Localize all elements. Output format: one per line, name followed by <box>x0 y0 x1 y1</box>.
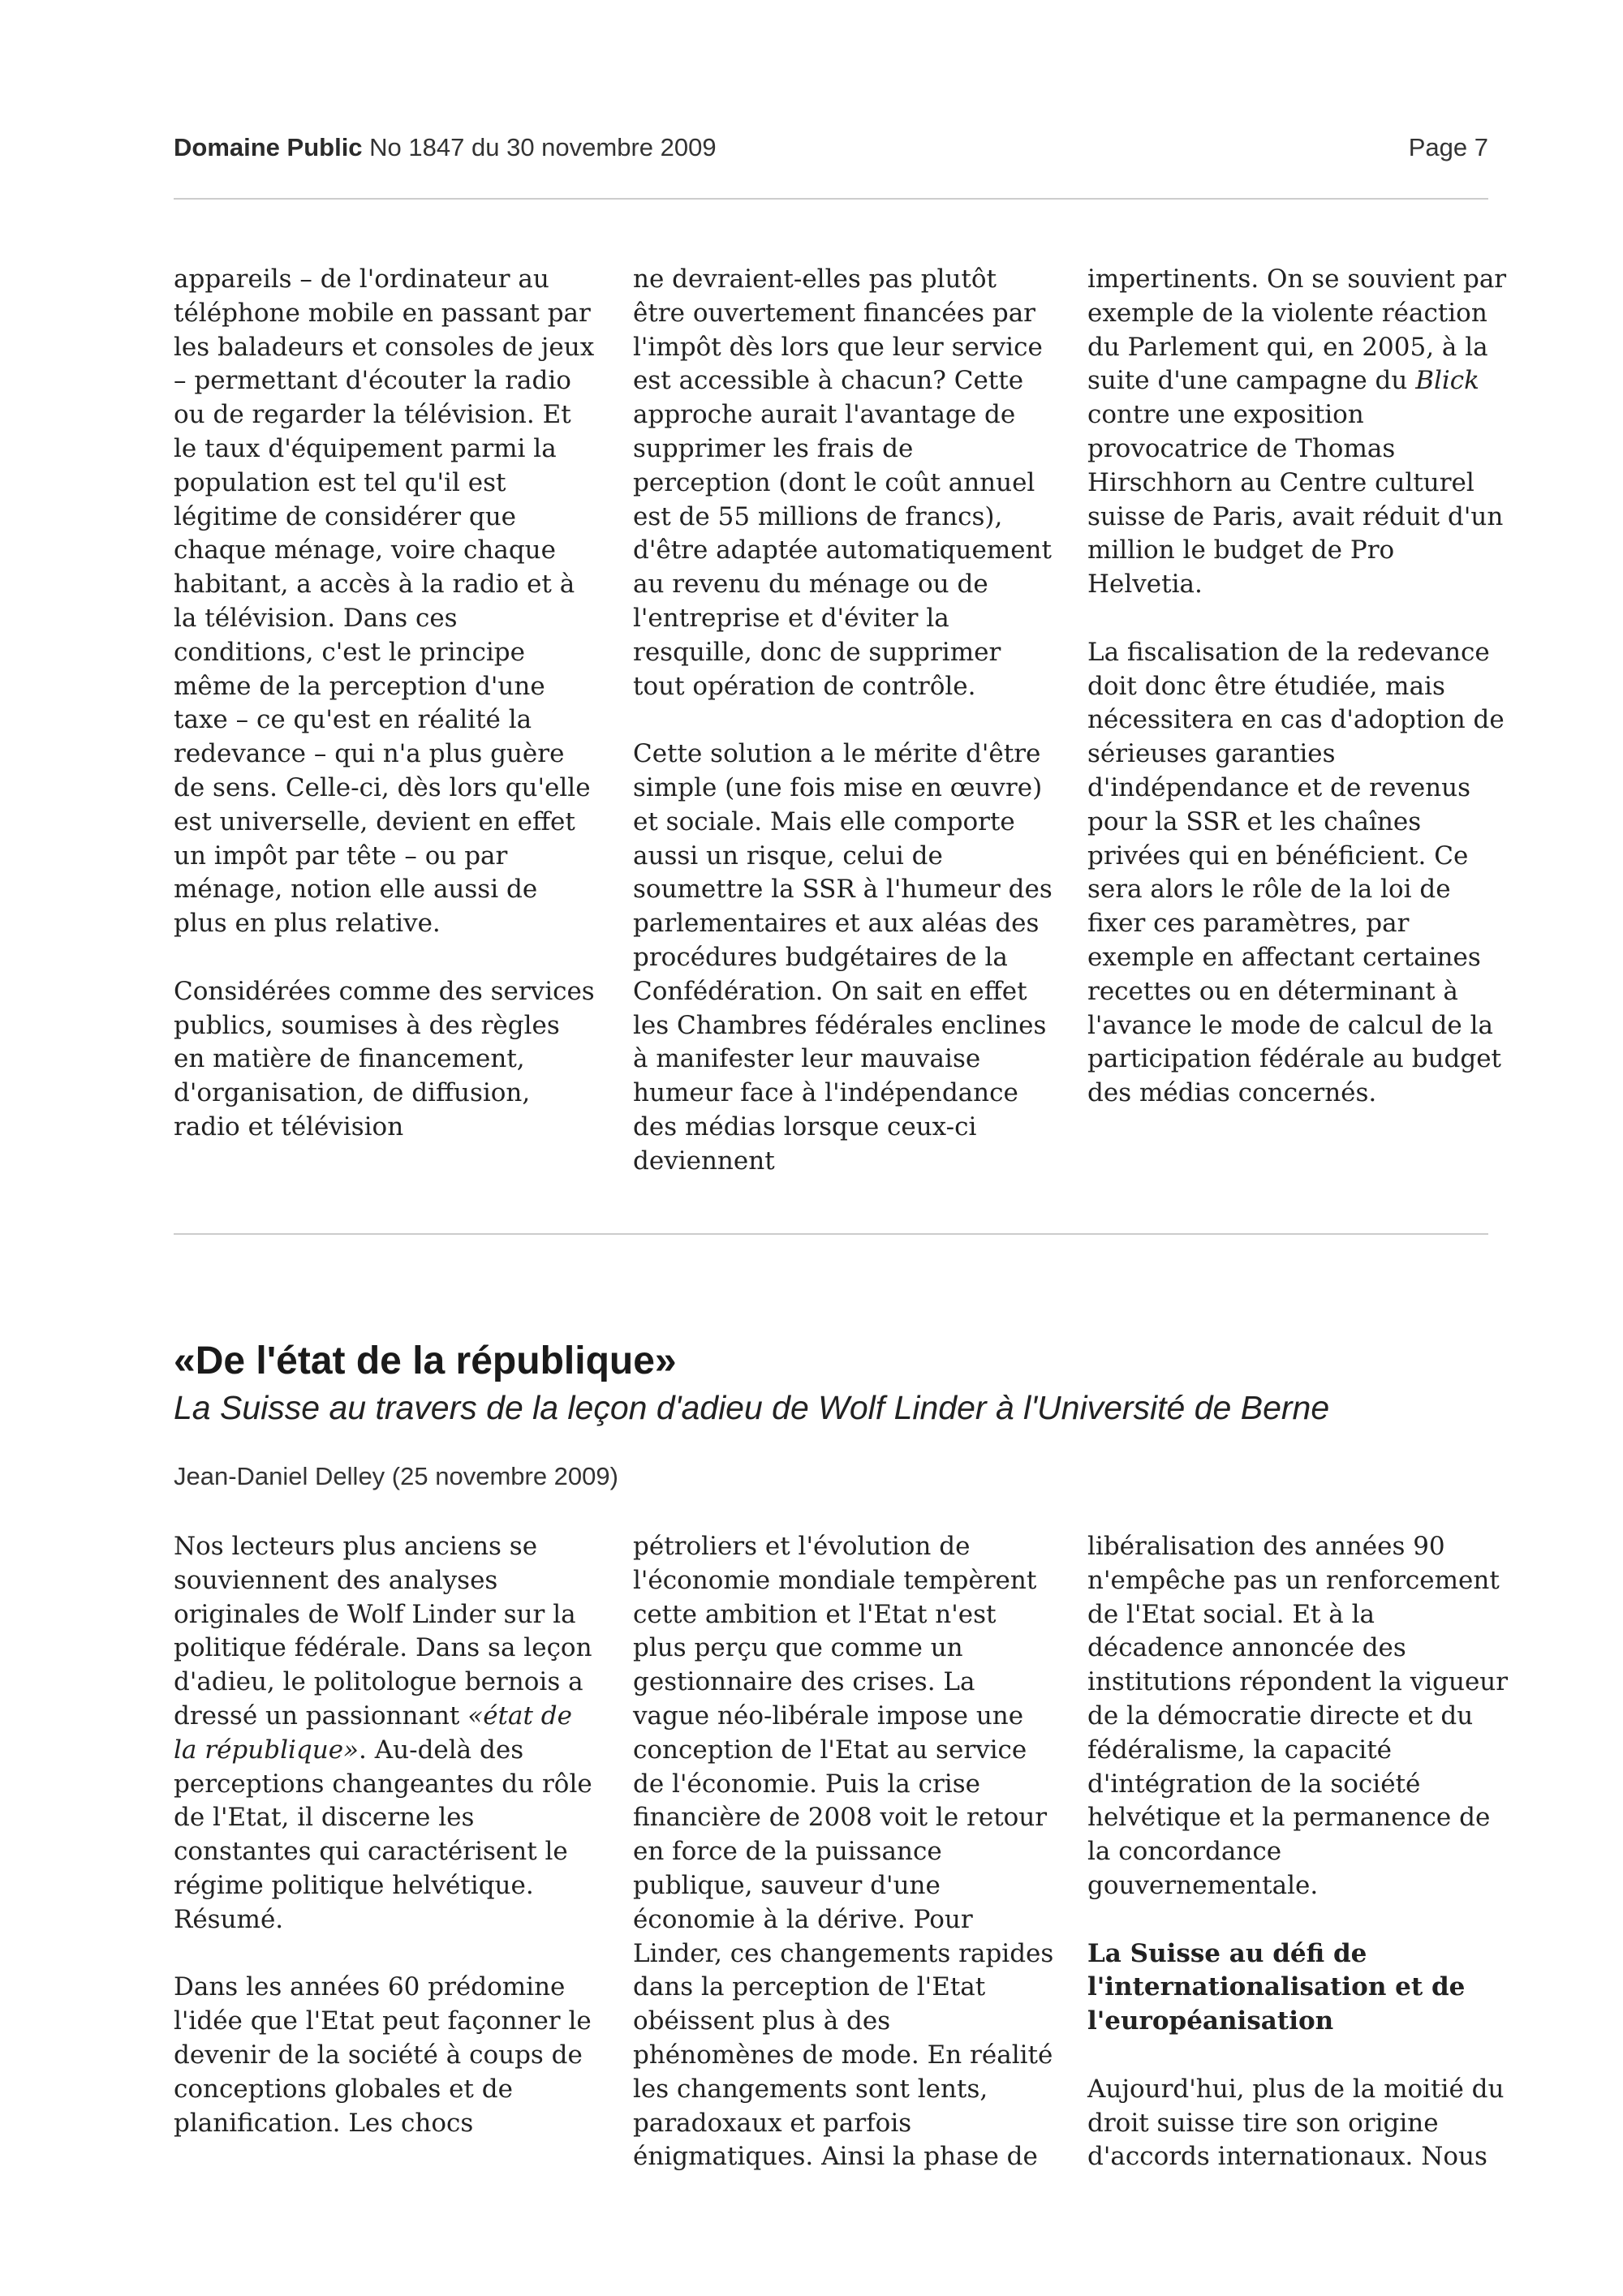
continued-column-3 <box>1087 263 1509 1111</box>
paragraph: pétroliers et l'évolution de l'économie mondiale tempèrent cette ambition et l'Etat n'est plus perçu que comme un gestionnaire des crises. La vague néo-libérale impose une conception de l'Etat au service de l'économie. Puis la crise financière de 2008 voit le retour en force de la puissance publique, sauveur d'une économie à la dérive. Pour Linder, ces changements rapides dans la perception de l'Etat obéissent plus à des phénomènes de mode. En réalité les changements sont lents, paradoxaux et parfois énigmatiques. Ainsi la phase de <box>633 1532 1054 2172</box>
paragraph <box>174 1530 596 1937</box>
article-byline: Jean-Daniel Delley (25 novembre 2009) <box>174 1462 618 1490</box>
paragraph: ne devraient-elles pas plutôt être ouvertement financées par l'impôt dès lors que leur service est accessible à chacun? Cette approche aurait l'avantage de supprimer les frais de perception (dont le coût annuel est de 55 millions de francs), d'être adaptée automatiquement au revenu du ménage ou de l'entreprise et d'éviter la resquille, donc de supprimer tout opération de contrôle. <box>633 264 1052 701</box>
article-body <box>174 1530 1509 2179</box>
paragraph <box>1087 263 1509 602</box>
quoted-phrase: «état de la république» <box>174 1701 572 1765</box>
paragraph: appareils – de l'ordinateur au téléphone mobile en passant par les baladeurs et consoles de jeux – permettant d'écouter la radio ou de regarder la télévision. Et le taux d'équipement parmi la population est tel qu'il est légitime de considérer que chaque ménage, voire chaque habitant, a accès à la radio et à la télévision. Dans ces conditions, c'est le principe même de la perception d'une taxe – ce qu'est en réalité la redevance – qui n'a plus guère de sens. Celle-ci, dès lors qu'elle est universelle, devient en effet un impôt par tête – ou par ménage, notion elle aussi de plus en plus relative. <box>174 264 595 939</box>
page-number: Page 7 <box>1408 133 1488 161</box>
article-column-3 <box>1087 1530 1509 2174</box>
continued-column-2 <box>633 263 1055 1179</box>
paragraph: Aujourd'hui, plus de la moitié du droit suisse tire son origine d'accords internationaux. Nous <box>1087 2074 1505 2172</box>
article-subtitle: La Suisse au travers de la leçon d'adieu de Wolf Linder à l'Université de Berne <box>174 1389 1330 1426</box>
article-separator <box>174 1233 1488 1235</box>
text-run: Nos lecteurs plus anciens se souviennent des analyses originales de Wolf Linder sur la politique fédérale. Dans sa leçon d'adieu, le politologue bernois a dressé un passionnant <box>174 1532 592 1731</box>
text-run: . Au-delà des perceptions changeantes du rôle de l'Etat, il discerne les constantes qui caractérisent le régime politique helvétique. Résumé. <box>174 1735 592 1934</box>
publication-name: Domaine Public <box>174 133 363 161</box>
text-run: impertinents. On se souvient par exemple de la violente réaction du Parlement qui, en 2005, à la suite d'une campagne du <box>1087 264 1507 396</box>
section-heading: La Suisse au défi de l'internationalisation et de l'européanisation <box>1087 1938 1466 2036</box>
paragraph: Considérées comme des services publics, soumises à des règles en matière de financement, d'organisation, de diffusion, radio et télévision <box>174 976 595 1142</box>
paragraph: La fiscalisation de la redevance doit donc être étudiée, mais nécessitera en cas d'adoption de sérieuses garanties d'indépendance et de revenus pour la SSR et les chaînes privées qui en bénéficient. Ce sera alors le rôle de la loi de fixer ces paramètres, par exemple en affectant certaines recettes ou en déterminant à l'avance le mode de calcul de la participation fédérale au budget des médias concernés. <box>1087 637 1505 1108</box>
running-header <box>174 133 1488 166</box>
publication-title: Blick <box>1415 366 1479 396</box>
paragraph: Dans les années 60 prédomine l'idée que l'Etat peut façonner le devenir de la société à coups de conceptions globales et de planification. Les chocs <box>174 1972 592 2138</box>
paragraph: Cette solution a le mérite d'être simple (une fois mise en œuvre) et sociale. Mais elle comporte aussi un risque, celui de soumettre la SSR à l'humeur des parlementaires et aux aléas des procédures budgétaires de la Confédération. On sait en effet les Chambres fédérales enclines à manifester leur mauvaise humeur face à l'indépendance des médias lorsque ceux-ci deviennent <box>633 739 1053 1176</box>
article-column-1 <box>174 1530 596 2140</box>
article-title: «De l'état de la république» <box>174 1339 677 1382</box>
article-column-2 <box>633 1530 1055 2174</box>
continued-article <box>174 263 1507 1188</box>
paragraph: libéralisation des années 90 n'empêche pas un renforcement de l'Etat social. Et à la décadence annoncée des institutions répondent la vigueur de la démocratie directe et du fédéralisme, la capacité d'intégration de la société helvétique et la permanence de la concordance gouvernementale. <box>1087 1532 1509 1900</box>
issue-info: No 1847 du 30 novembre 2009 <box>369 133 717 161</box>
text-run: contre une exposition provocatrice de Thomas Hirschhorn au Centre culturel suisse de Paris, avait réduit d'un million le budget de Pro Helvetia. <box>1087 400 1504 600</box>
continued-column-1 <box>174 263 596 1145</box>
header-rule <box>174 198 1488 200</box>
